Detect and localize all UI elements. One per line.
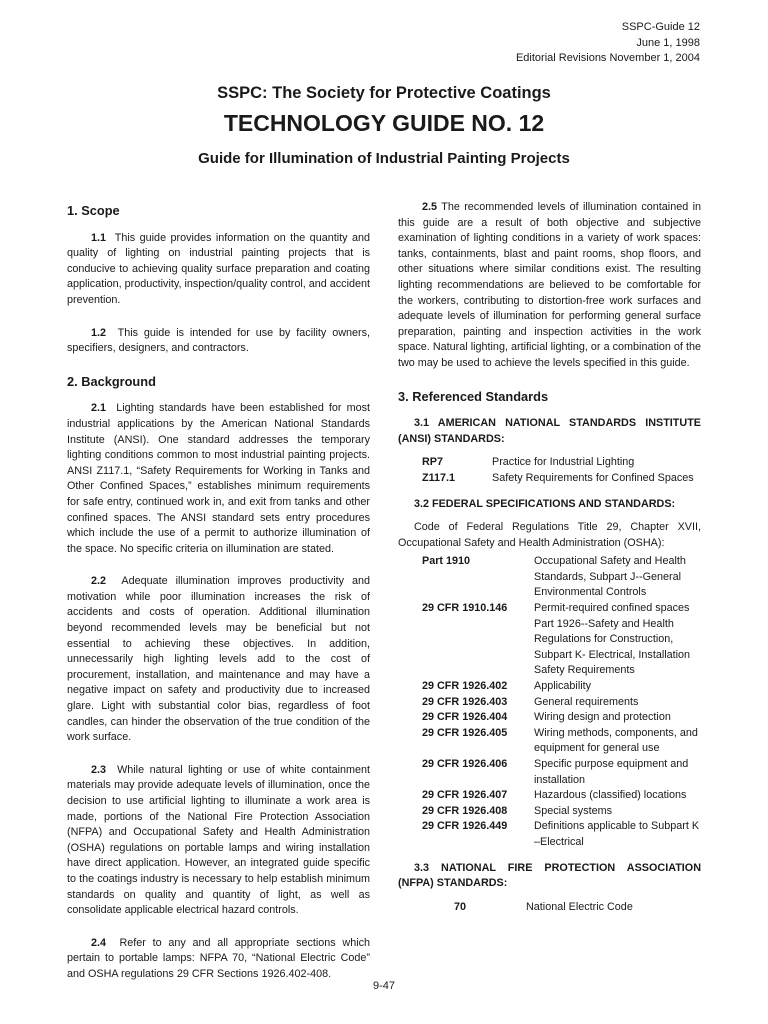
referenced-standards-heading: 3. Referenced Standards bbox=[398, 388, 549, 404]
background-heading: 2. Background bbox=[67, 373, 156, 389]
paragraph-number: 1.1 bbox=[91, 231, 107, 244]
standard-code: 29 CFR 1926.449 bbox=[422, 820, 508, 833]
standard-row bbox=[398, 900, 701, 916]
paragraph-number: 2.3 bbox=[91, 763, 107, 776]
society-title: SSPC: The Society for Protective Coatings bbox=[217, 84, 551, 102]
standard-description: Wiring methods, components, and equipment for general use bbox=[534, 726, 698, 755]
paragraph-1-1 bbox=[67, 231, 370, 309]
paragraph-text: Lighting standards have been established for most industrial applications by the American National Standards Institute (ANSI). One standard addresses the temporary lighting conditions common to most industrial painting projects. ANSI Z117.1, “Safety Requirements for Working in Tanks and Other Confined Spaces,” establishes minimum requirements for safe entry, continued work in, and exit from tanks and other confined spaces. The ANSI standard sets entry procedures which include the use of a permit to authorize illumination of the space. No specific criteria on illumination are stated. bbox=[67, 402, 370, 555]
scope-heading: 1. Scope bbox=[67, 203, 120, 218]
standard-row bbox=[398, 695, 701, 711]
paragraph-1-2 bbox=[67, 326, 370, 357]
left-column bbox=[67, 200, 370, 1000]
standard-code: 29 CFR 1926.404 bbox=[422, 711, 508, 724]
standard-code: 29 CFR 1926.407 bbox=[422, 789, 508, 802]
standard-row bbox=[398, 710, 701, 726]
standard-description: Applicability bbox=[534, 680, 592, 693]
doc-date: June 1, 1998 bbox=[636, 36, 700, 49]
standard-code: RP7 bbox=[422, 456, 444, 469]
standard-code: 29 CFR 1926.408 bbox=[422, 804, 508, 817]
standard-code: 70 bbox=[454, 900, 467, 913]
guide-subtitle: Guide for Illumination of Industrial Painting Projects bbox=[198, 150, 570, 167]
paragraph-number: 1.2 bbox=[91, 326, 107, 339]
standard-row bbox=[398, 601, 701, 679]
standard-code: 29 CFR 1926.402 bbox=[422, 680, 508, 693]
standard-row bbox=[398, 679, 701, 695]
standard-row bbox=[398, 554, 701, 601]
standard-description: General requirements bbox=[534, 695, 639, 708]
paragraph-text: The recommended levels of illumination contained in this guide are a result of both objective and subjective examination of lighting conditions in a variety of work spaces: tanks, containments, blast and paint rooms, shop floors, and other situations where similar conditions exist. The resulting lighting recommendations are believed to be comfortable for the workers, contributing to distortion-free work surfaces and adequate levels of illumination for performing general surface preparation, painting and inspection activities in the work space. Natural lighting, artificial lighting, or a combination of the two may be used to achieve the levels specified in this guide. bbox=[398, 201, 702, 369]
osha-standards-list bbox=[398, 554, 701, 850]
standard-row bbox=[398, 455, 701, 471]
paragraph-number: 2.5 bbox=[422, 201, 438, 213]
paragraph-text: Refer to any and all appropriate sections which pertain to portable lamps: NFPA 70, “National Electric Code” and OSHA regulations 29 CFR Sections 1926.402-408. bbox=[67, 936, 370, 980]
nfpa-standards-list bbox=[398, 900, 701, 916]
standard-description: Hazardous (classified) locations bbox=[534, 789, 687, 802]
paragraph-text: This guide is intended for use by facility owners, specifiers, designers, and contractors. bbox=[67, 326, 370, 355]
standard-description: Practice for Industrial Lighting bbox=[492, 456, 635, 469]
standard-code: Z117.1 bbox=[422, 471, 456, 484]
paragraph-text: Adequate illumination improves productivity and motivation while poor illumination increases the risk of accidents and costs of operation. Additional illumination beyond recommended levels may be beneficial but not essential to achieving these objectives. In addition, unnecessarily high lighting levels add to the cost of procurement, installation, and maintenance and may have a negative impact on safety and productivity due to increased glare. Light with substantial color bias, regardless of foot candles, can hinder the observation of the true condition of the work surface. bbox=[67, 575, 370, 744]
standard-row bbox=[398, 804, 701, 820]
standard-row bbox=[398, 819, 701, 850]
paragraph-2-5 bbox=[398, 200, 701, 372]
federal-intro: Code of Federal Regulations Title 29, Chapter XVII, Occupational Safety and Health Administration (OSHA): bbox=[398, 521, 701, 549]
document-header bbox=[516, 20, 700, 67]
standard-code: 29 CFR 1926.405 bbox=[422, 726, 508, 739]
federal-heading: 3.2 FEDERAL SPECIFICATIONS AND STANDARDS: bbox=[414, 497, 676, 510]
standard-description: National Electric Code bbox=[526, 900, 633, 913]
standard-code: 29 CFR 1926.406 bbox=[422, 758, 508, 770]
ansi-standards-list bbox=[398, 455, 701, 486]
standard-row bbox=[398, 726, 701, 757]
guide-title: TECHNOLOGY GUIDE NO. 12 bbox=[223, 110, 545, 136]
paragraph-2-1 bbox=[67, 401, 370, 557]
paragraph-number: 2.2 bbox=[91, 575, 107, 588]
standard-code: 29 CFR 1910.146 bbox=[422, 602, 508, 615]
standard-row bbox=[398, 757, 701, 788]
revision-note: Editorial Revisions November 1, 2004 bbox=[515, 52, 700, 64]
right-column bbox=[398, 200, 701, 921]
paragraph-number: 2.4 bbox=[91, 936, 107, 949]
doc-id: SSPC-Guide 12 bbox=[621, 21, 700, 33]
standard-description: Definitions applicable to Subpart K –Electrical bbox=[534, 820, 700, 848]
standard-row bbox=[398, 471, 701, 487]
standard-description: Safety Requirements for Confined Spaces bbox=[492, 471, 694, 484]
nfpa-heading: 3.3 NATIONAL FIRE PROTECTION ASSOCIATION (NFPA) STANDARDS: bbox=[398, 861, 701, 890]
standard-description: Wiring design and protection bbox=[534, 711, 671, 724]
standard-description: Permit-required confined spaces Part 1926--Safety and Health Regulations for Construction, Subpart K- Electrical, Installation Safety Requirements bbox=[534, 602, 691, 677]
standard-description: Specific purpose equipment and installation bbox=[534, 758, 689, 786]
paragraph-text: This guide provides information on the quantity and quality of lighting on industrial painting projects that is conducive to achieving quality surface preparation and coating application, productivity, inspection/quality control, and accident prevention. bbox=[67, 231, 370, 306]
standard-description: Special systems bbox=[534, 804, 613, 817]
paragraph-2-3 bbox=[67, 763, 370, 919]
paragraph-number: 2.1 bbox=[91, 402, 107, 415]
paragraph-text: While natural lighting or use of white containment materials may provide adequate levels of illumination, once the decision to use artificial lighting to illuminate a work area is made, portions of the National Fire Protection Association (NFPA) and Occupational Safety and Health Administration (OSHA) regulations on portable lamps and wiring installation have direct application. However, an integrated guide specific to the coatings industry is necessary to help establish minimum standards on quality and quantity of light, as well as consolidate applicable electrical hazard controls. bbox=[67, 763, 371, 917]
paragraph-2-2 bbox=[67, 574, 370, 746]
page-number: 9-47 bbox=[372, 980, 396, 992]
standard-code: Part 1910 bbox=[422, 555, 471, 568]
standard-code: 29 CFR 1926.403 bbox=[422, 695, 508, 708]
standard-description: Occupational Safety and Health Standards, Subpart J--General Environmental Controls bbox=[534, 555, 686, 599]
ansi-heading: 3.1 AMERICAN NATIONAL STANDARDS INSTITUTE (ANSI) STANDARDS: bbox=[398, 417, 701, 445]
standard-row bbox=[398, 788, 701, 804]
paragraph-2-4 bbox=[67, 936, 370, 983]
